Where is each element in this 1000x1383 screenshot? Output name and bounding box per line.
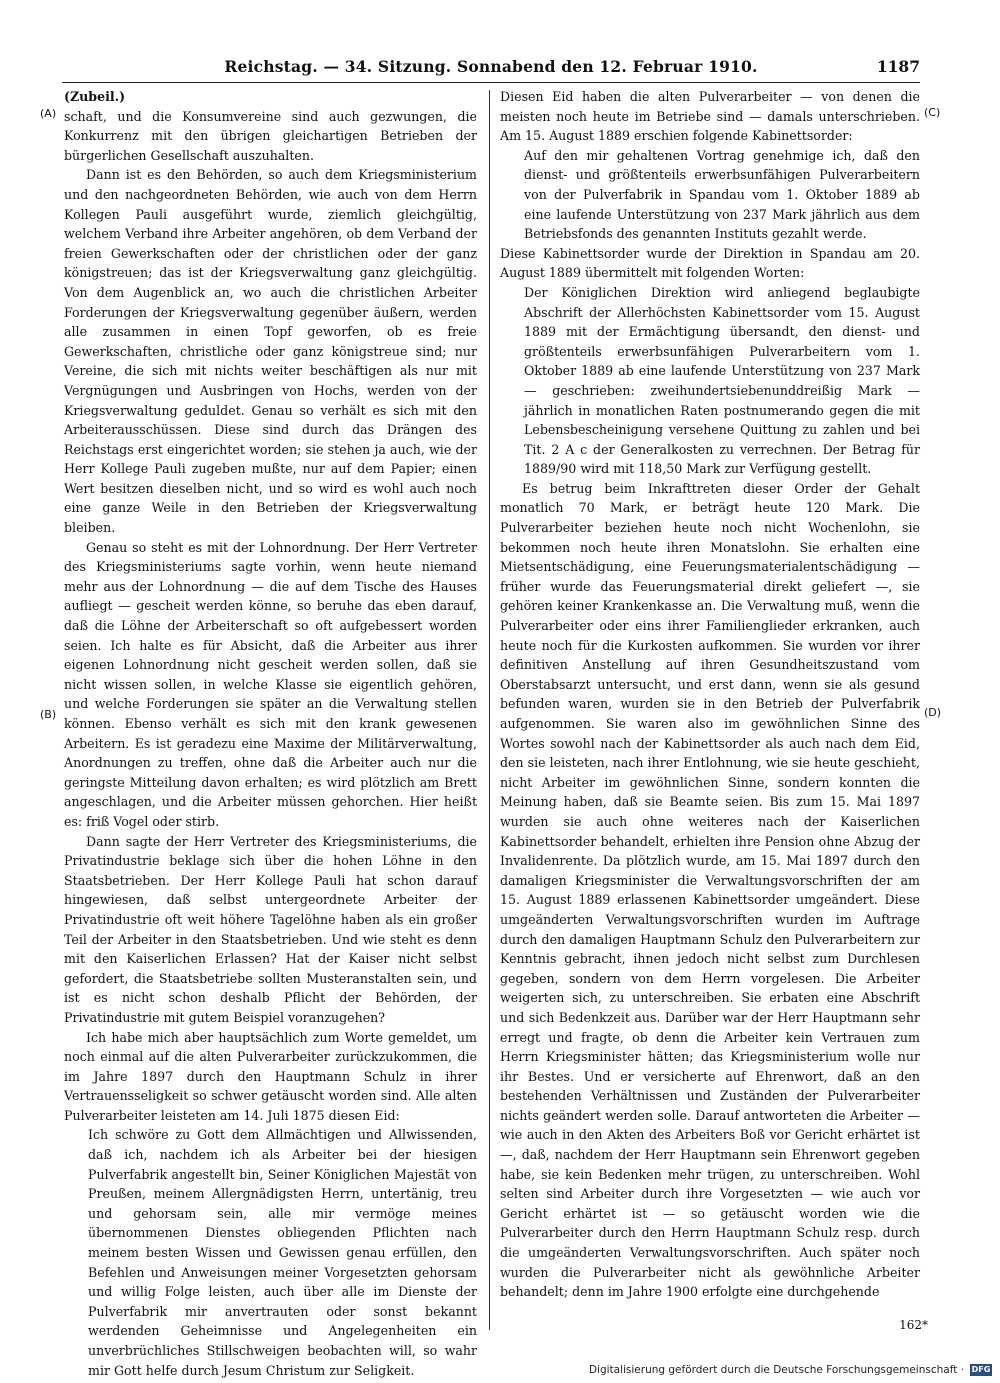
directive-quote: Der Königlichen Direktion wird anliegend beglaubigte Abschrift der Allerhöchsten Kabinettsorder vom 15. August 1889 mit der Ermächtigung übersandt, den dienst- und größtenteils erwerbsunfähigen Pulverarbeitern vom 1. Oktober 1889 ab eine laufende Unterstützung von 237 Mark — geschrieben: zweihundertsiebenunddreißig Mark — jährlich in monatlichen Raten postnumerando gegen die mit Lebensbescheinigung versehene Quittung zu zahlen und bei Tit. 2 A c der Generalkosten zu verrechnen. Der Betrag für 1889/90 wird mit 118,50 Mark zur Verfügung gestellt. [524, 284, 920, 477]
left-column [64, 87, 477, 1380]
paragraph: Dann sagte der Herr Vertreter des Kriegsministeriums, die Privatindustrie beklage sich über die hohen Löhne in den Staatsbetrieben. Der Herr Kollege Pauli hat schon darauf hingewiesen, daß selbst untergeordnete Arbeiter der Privatindustrie oft weit höhere Tagelöhne haben als ein großer Teil der Arbeiter in den Staatsbetrieben. Und wie steht es denn mit den Kaiserlichen Erlassen? Hat der Kaiser nicht selbst gefordert, die Staatsbetriebe sollten Musteranstalten sein, und ist es nicht schon deshalb Pflicht der Behörden, der Privatindustrie mit gutem Beispiel voranzugehen? [64, 833, 477, 1025]
paragraph: schaft, und die Konsumvereine sind auch gezwungen, die Konkurrenz mit den übrigen gleichartigen Betrieben der bürgerlichen Gesellschaft auszuhalten. [64, 108, 477, 163]
page-number: 1187 [876, 57, 920, 76]
page-title: Reichstag. — 34. Sitzung. Sonnabend den 12. Februar 1910. [224, 57, 758, 76]
footer-text: Digitalisierung gefördert durch die Deutsche Forschungsgemeinschaft · [588, 1364, 964, 1376]
margin-mark-a: (A) [40, 107, 57, 120]
header-rule [62, 82, 920, 83]
page-header [62, 57, 920, 79]
margin-mark-c: (C) [924, 106, 941, 119]
paragraph: Diesen Eid haben die alten Pulverarbeiter — von denen die meisten noch heute im Betriebe sind — damals unterschrieben. Am 15. August 1889 erschien folgende Kabinettsorder: [500, 89, 920, 144]
speaker-name: (Zubeil.) [64, 89, 126, 104]
paragraph: Es betrug beim Inkrafttreten dieser Order der Gehalt monatlich 70 Mark, er beträgt heute 120 Mark. Die Pulverarbeiter beziehen heute noch nicht Wochenlohn, sie bekommen noch heute ihren Monatslohn. Sie erhalten eine Mietsentschädigung, eine Feuerungsmaterialentschädigung — früher wurde das Feuerungsmaterial direkt geliefert —, sie gehören keiner Krankenkasse an. Die Verwaltung muß, wenn die Pulverarbeiter oder eins ihrer Familienglieder erkranken, auch heute noch für die Kurkosten aufkommen. Sie wurden vor ihrer definitiven Anstellung auf ihren Gesundheitszustand vom Oberstabsarzt untersucht, und erst dann, wenn sie als gesund befunden waren, wurden sie in den Betrieb der Pulverfabrik aufgenommen. Sie waren also im gewöhnlichen Sinne des Wortes sowohl nach der Kabinettsorder als auch nach dem Eid, den sie leisteten, nach ihrer Entlohnung, wie sie heute geschieht, nicht Arbeiter im gewöhnlichen Sinne, sondern konnten die Meinung haben, daß sie Beamte seien. Bis zum 15. Mai 1897 wurden sie auch ohne weiteres nach der Kaiserlichen Kabinettsorder behandelt, erhielten ihre Pension ohne Abzug der Invalidenrente. Da plötzlich wurde, am 15. Mai 1897 durch den damaligen Kriegsminister die Verwaltungsvorschriften der am 15. August 1889 erlassenen Kabinettsorder umgeändert. Diese umgeänderten Verwaltungsvorschriften wurden im Auftrage durch den damaligen Hauptmann Schulz den Pulverarbeitern zur Kenntnis gebracht, ihnen jedoch nicht selbst zum Durchlesen gegeben, sondern von dem Herrn vorgelesen. Die Arbeiter weigerten sich, zu unterschreiben. Sie erbaten eine Abschrift und sich Bedenkzeit aus. Darüber war der Herr Hauptmann sehr erregt und fragte, ob denn die Arbeiter kein Vertrauen zum Herrn Kriegsminister hätten; das Kriegsministerium wolle nur ihr Bestes. Und er versicherte auf Ehrenwort, daß an den bestehenden Verhältnissen und Zuständen der Pulverarbeiter nichts geändert werden solle. Darauf antworteten die Arbeiter — wie auch in den Akten des Arbeiters Boß vor Gericht erhärtet ist —, daß, nachdem der Herr Hauptmann sein Ehrenwort gegeben habe, sie kein Bedenken mehr trügen, zu unterschreiben. Wohl selten sind Arbeiter durch ihre Vorgesetzten — wie auch vor Gericht erhärtet ist — so getäuscht worden wie die Pulverarbeiter durch den Herrn Hauptmann Schulz resp. durch die umgeänderten Verwaltungsvorschriften. Auch später noch wurden die Pulverarbeiter nicht als gewöhnliche Arbeiter behandelt; denn im Jahre 1900 erfolgte eine durchgehende [500, 480, 920, 1300]
digitization-footer [589, 1364, 992, 1376]
paragraph: Dann ist es den Behörden, so auch dem Kriegsministerium und den nachgeordneten Behörden, wie auch von dem Herrn Kollegen Pauli ausgeführt wurde, ziemlich gleichgültig, welchem Verband ihre Arbeiter angehören, ob dem Verband der freien Gewerkschaften oder der christlichen oder der ganz königstreuen; das ist der Kriegsverwaltung ganz gleichgültig. Von dem Augenblick an, wo auch die christlichen Arbeiter Forderungen der Kriegsverwaltung gegenüber äußern, werden alle zusammen in einen Topf geworfen, ob es freie Gewerkschaften, christliche oder ganz königstreue sind; nur Vereine, die sich mit nichts weiter beschäftigen als nur mit Vergnügungen und Ausbringen von Hochs, werden von der Kriegsverwaltung geduldet. Genau so verhält es sich mit den Arbeiterausschüssen. Diese sind durch das Drängen des Reichstags erst eingerichtet worden; sie stehen ja auch, wie der Herr Kollege Pauli zugeben mußte, nur auf dem Papier; einen Wert besitzen dieselben nicht, und so wird es wohl auch noch eine ganze Weile in den Betrieben der Kriegsverwaltung bleiben. [64, 167, 477, 536]
column-divider [489, 90, 490, 1330]
paragraph: Genau so steht es mit der Lohnordnung. Der Herr Vertreter des Kriegsministeriums sagte vorhin, wenn heute niemand mehr aus der Lohnordnung — die auf dem Tische des Hauses aufliegt — gescheit werden könne, so beruhe das eben darauf, daß die Löhne der Arbeiterschaft so oft aufgebessert worden seien. Ich halte es für Absicht, daß die Arbeiter aus ihrer eigenen Lohnordnung nicht gescheit werden sollen, daß sie nicht wissen sollen, in welche Klasse sie eigentlich gehören, und welche Forderungen sie später an die Verwaltung stellen können. Ebenso verhält es sich mit den krank gewesenen Arbeitern. Es ist geradezu eine Maxime der Militärverwaltung, Anordnungen zu treffen, ohne daß die Arbeiter auch nur die geringste Mitteilung davon erhalten; es wird plötzlich am Brett angeschlagen, und die Arbeiter müssen gehorchen. Hier heißt es: friß Vogel oder stirb. [64, 539, 477, 829]
margin-mark-d: (D) [924, 706, 942, 719]
margin-mark-b: (B) [40, 708, 57, 721]
paragraph: Diese Kabinettsorder wurde der Direktion in Spandau am 20. August 1889 übermittelt mit folgenden Worten: [500, 245, 920, 281]
right-column [500, 87, 920, 1302]
dfg-logo-icon: DFG [971, 1365, 991, 1374]
signature-mark: 162* [899, 1318, 928, 1332]
oath-quote: Ich schwöre zu Gott dem Allmächtigen und Allwissenden, daß ich, nachdem ich als Arbeiter bei der hiesigen Pulverfabrik angestellt bin, Seiner Königlichen Majestät von Preußen, meinem Allergnädigsten Herrn, untertänig, treu und gehorsam sein, alle mir vermöge meines übernommenen Dienstes obliegenden Pflichten nach meinem besten Wissen und Gewissen genau erfüllen, den Befehlen und Anweisungen meiner Vorgesetzten gehorsam und willig Folge leisten, auch über alle im Dienste der Pulverfabrik mir anvertrauten oder sonst bekannt werdenden Geheimnisse und Angelegenheiten ein unverbrüchliches Stillschweigen beobachten will, so wahr mir Gott helfe durch Jesum Christum zur Seligkeit. [88, 1127, 477, 1378]
cabinet-order-quote: Auf den mir gehaltenen Vortrag genehmige ich, daß den dienst- und größtenteils erwerbsunfähigen Pulverarbeitern von der Pulverfabrik in Spandau vom 1. Oktober 1889 ab eine laufende Unterstützung von 237 Mark jährlich aus dem Betriebsfonds des genannten Instituts gezahlt werde. [524, 147, 920, 242]
paragraph: Ich habe mich aber hauptsächlich zum Worte gemeldet, um noch einmal auf die alten Pulverarbeiter zurückzukommen, die im Jahre 1897 durch den Hauptmann Schulz in ihrer Vertrauensseligkeit so schwer getäuscht worden sind. Alle alten Pulverarbeiter leisteten am 14. Juli 1875 diesen Eid: [64, 1029, 477, 1123]
